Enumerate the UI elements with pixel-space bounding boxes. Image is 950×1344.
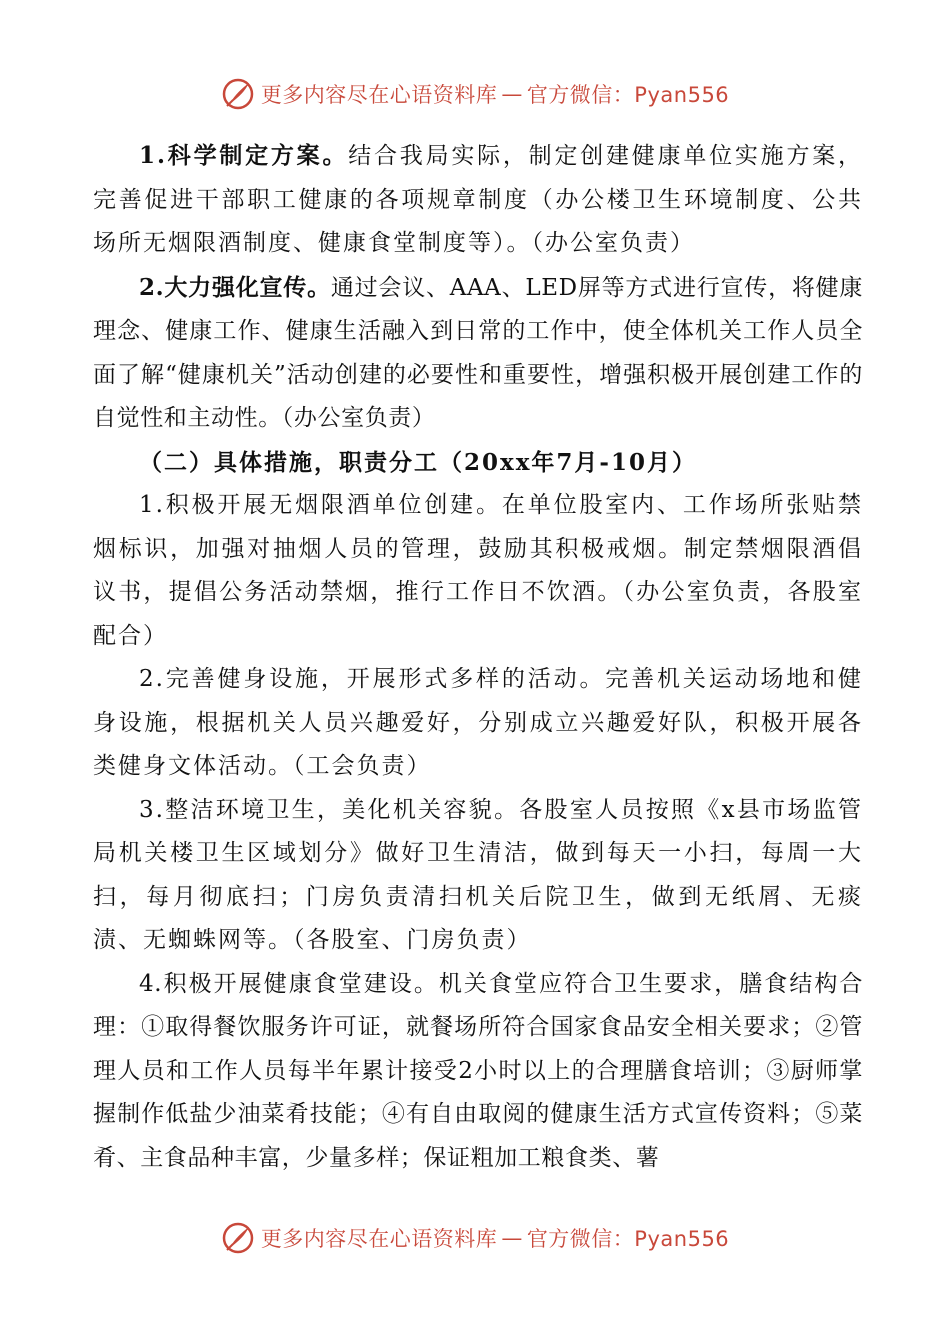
- watermark-dash: —: [501, 1226, 523, 1250]
- paragraph-2: [93, 266, 863, 441]
- watermark-dash: —: [501, 82, 523, 106]
- watermark-banner-bottom: [0, 1218, 950, 1258]
- watermark-wechat: 官方微信：Pyan556: [526, 83, 730, 107]
- paragraph-text: 结合我局实际，制定创建健康单位实施方案，完善促进干部职工健康的各项规章制度（办公楼卫生环境制度、公共场所无烟限酒制度、健康食堂制度等）。（办公室负责）: [93, 143, 864, 256]
- list-item: 2.完善健身设施，开展形式多样的活动。完善机关运动场地和健身设施，根据机关人员兴趣爱好，分别成立兴趣爱好队，积极开展各类健身文体活动。（工会负责）: [93, 666, 863, 779]
- watermark-text: 更多内容尽在心语资料库: [260, 1227, 498, 1251]
- paragraph-lead: 1.科学制定方案。: [139, 142, 349, 169]
- watermark-banner-top: [0, 74, 950, 114]
- paragraph-lead: 2.大力强化宣传。: [139, 273, 331, 301]
- list-item: 3.整洁环境卫生，美化机关容貌。各股室人员按照《x县市场监管局机关楼卫生区域划分》做好卫生清洁，做到每天一小扫，每周一大扫，每月彻底扫；门房负责清扫机关后院卫生，做到无纸屑、无痰渍、无蜘蛛网等。（各股室、门房负责）: [93, 796, 863, 953]
- watermark-wechat: 官方微信：Pyan556: [526, 1227, 730, 1251]
- section-heading: （二）具体措施，职责分工（20xx年7月-10月）: [139, 448, 697, 476]
- quill-logo-icon: [221, 1221, 255, 1255]
- paragraph-text: 通过会议、AAA、LED屏等方式进行宣传，将健康理念、健康工作、健康生活融入到日常的工作中，使全体机关工作人员全面了解“健康机关”活动创建的必要性和重要性，增强积极开展创建工作的自觉性和主动性。（办公室负责）: [93, 274, 864, 431]
- quill-logo-icon: [221, 77, 255, 111]
- list-item: 4.积极开展健康食堂建设。机关食堂应符合卫生要求，膳食结构合理：①取得餐饮服务许可证，就餐场所符合国家食品安全相关要求；②管理人员和工作人员每半年累计接受2小时以上的合理膳食培训；③厨师掌握制作低盐少油菜肴技能；④有自由取阅的健康生活方式宣传资料；⑤菜肴、主食品种丰富，少量多样；保证粗加工粮食类、薯: [93, 970, 863, 1171]
- document-body: [93, 134, 863, 1180]
- list-item: 1.积极开展无烟限酒单位创建。在单位股室内、工作场所张贴禁烟标识，加强对抽烟人员的管理，鼓励其积极戒烟。制定禁烟限酒倡议书，提倡公务活动禁烟，推行工作日不饮酒。（办公室负责，各股室配合）: [93, 492, 863, 649]
- paragraph-1: [93, 134, 863, 266]
- watermark-text: 更多内容尽在心语资料库: [260, 83, 498, 107]
